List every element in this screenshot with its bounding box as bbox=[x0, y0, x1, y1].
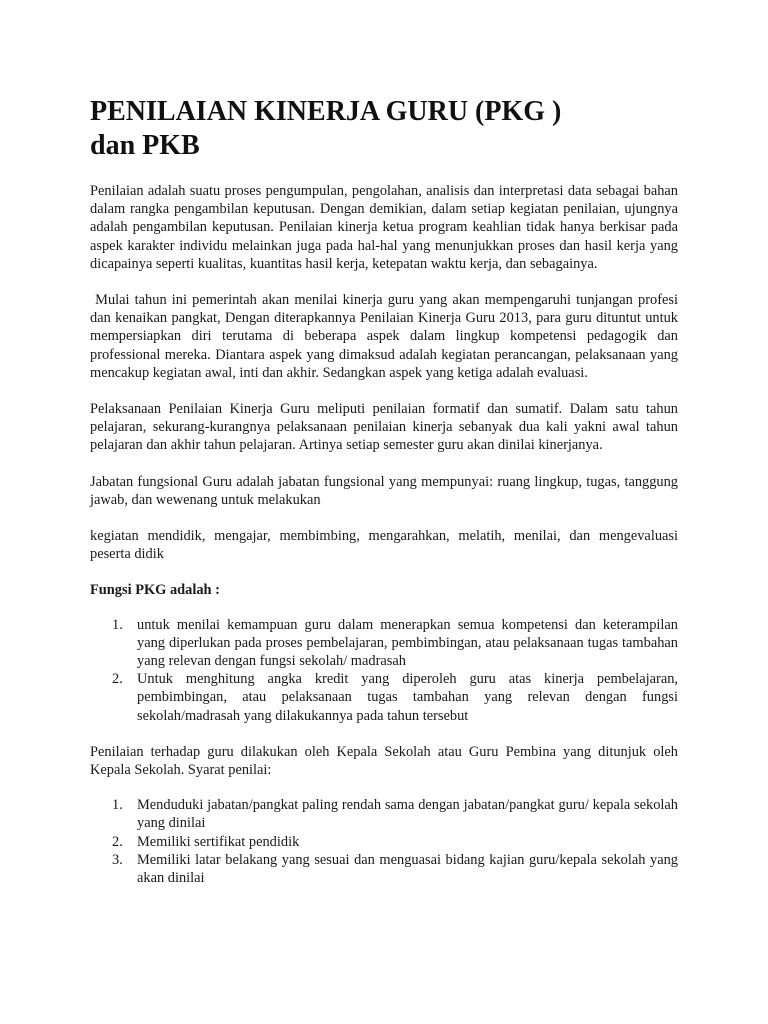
paragraph-mulai-tahun: Mulai tahun ini pemerintah akan menilai kinerja guru yang akan mempengaruhi tunjangan profesi dan kenaikan pangkat, Dengan diterapkannya Penilaian Kinerja Guru 2013, para guru dituntut untuk mempersiapkan diri terutama di beberapa aspek dalam lingkup kompetensi pedagogik dan professional mereka. Diantara aspek yang dimaksud adalah kegiatan perancangan, pelaksanaan yang mencakup kegiatan awal, inti dan akhir. Sedangkan aspek yang ketiga adalah evaluasi. bbox=[90, 292, 682, 381]
list-item bbox=[90, 833, 678, 851]
list-item-text: Untuk menghitung angka kredit yang diperoleh guru atas kinerja pembelajaran, pembimbingan, atau pelaksanaan tugas tambahan yang relevan dengan fungsi sekolah/madrasah yang dilakukannya pada tahun tersebut bbox=[137, 671, 678, 724]
page-title bbox=[90, 95, 678, 163]
title-line-1: PENILAIAN KINERJA GURU (PKG ) bbox=[90, 96, 562, 127]
list-item bbox=[90, 796, 678, 832]
paragraph-penilai: Penilaian terhadap guru dilakukan oleh Kepala Sekolah atau Guru Pembina yang ditunjuk oleh Kepala Sekolah. Syarat penilai: bbox=[90, 743, 678, 779]
paragraph-kegiatan: kegiatan mendidik, mengajar, membimbing, mengarahkan, melatih, menilai, dan mengevaluasi peserta didik bbox=[90, 528, 678, 563]
list-number: 1. bbox=[112, 797, 123, 814]
list-item-text: Menduduki jabatan/pangkat paling rendah sama dengan jabatan/pangkat guru/ kepala sekolah yang dinilai bbox=[137, 797, 678, 832]
list-item bbox=[90, 670, 678, 725]
fungsi-heading: Fungsi PKG adalah : bbox=[90, 582, 220, 599]
list-number: 2. bbox=[112, 833, 123, 850]
list-number: 1. bbox=[112, 616, 123, 633]
list-number: 3. bbox=[112, 851, 123, 868]
list-item bbox=[90, 851, 678, 887]
paragraph-jabatan-fungsional: Jabatan fungsional Guru adalah jabatan fungsional yang mempunyai: ruang lingkup, tugas, tanggung jawab, dan wewenang untuk melakukan bbox=[90, 473, 678, 508]
document-page bbox=[90, 95, 682, 905]
fungsi-list bbox=[90, 616, 678, 725]
list-number: 2. bbox=[112, 671, 123, 688]
syarat-list bbox=[90, 796, 678, 887]
list-item-text: untuk menilai kemampuan guru dalam menerapkan semua kompetensi dan keterampilan yang diperlukan pada proses pembelajaran, pembimbingan, atau pelaksanaan tugas tambahan yang relevan dengan fungsi sekolah/ madrasah bbox=[137, 616, 678, 670]
list-item bbox=[90, 616, 678, 671]
list-item-text: Memiliki latar belakang yang sesuai dan menguasai bidang kajian guru/kepala sekolah yang akan dinilai bbox=[137, 851, 678, 887]
paragraph-penilaian: Penilaian adalah suatu proses pengumpulan, pengolahan, analisis dan interpretasi data sebagai bahan dalam rangka pengambilan keputusan. Dengan demikian, dalam setiap kegiatan penilaian, ujungnya adalah pengambilan keputusan. Penilaian kinerja ketua program keahlian tidak hanya berkisar pada aspek karakter individu melainkan juga pada hal-hal yang menunjukkan proses dan hasil kerja yang dicapainya seperti kualitas, kuantitas hasil kerja, ketepatan waktu kerja, dan sebagainya. bbox=[90, 183, 678, 272]
paragraph-pelaksanaan: Pelaksanaan Penilaian Kinerja Guru meliputi penilaian formatif dan sumatif. Dalam satu tahun pelajaran, sekurang-kurangnya pelaksanaan penilaian kinerja sebanyak dua kali yakni awal tahun pelajaran dan akhir tahun pelajaran. Artinya setiap semester guru akan dinilai kinerjanya. bbox=[90, 401, 678, 454]
list-item-text: Memiliki sertifikat pendidik bbox=[137, 833, 300, 850]
title-line-2: dan PKB bbox=[90, 130, 200, 161]
